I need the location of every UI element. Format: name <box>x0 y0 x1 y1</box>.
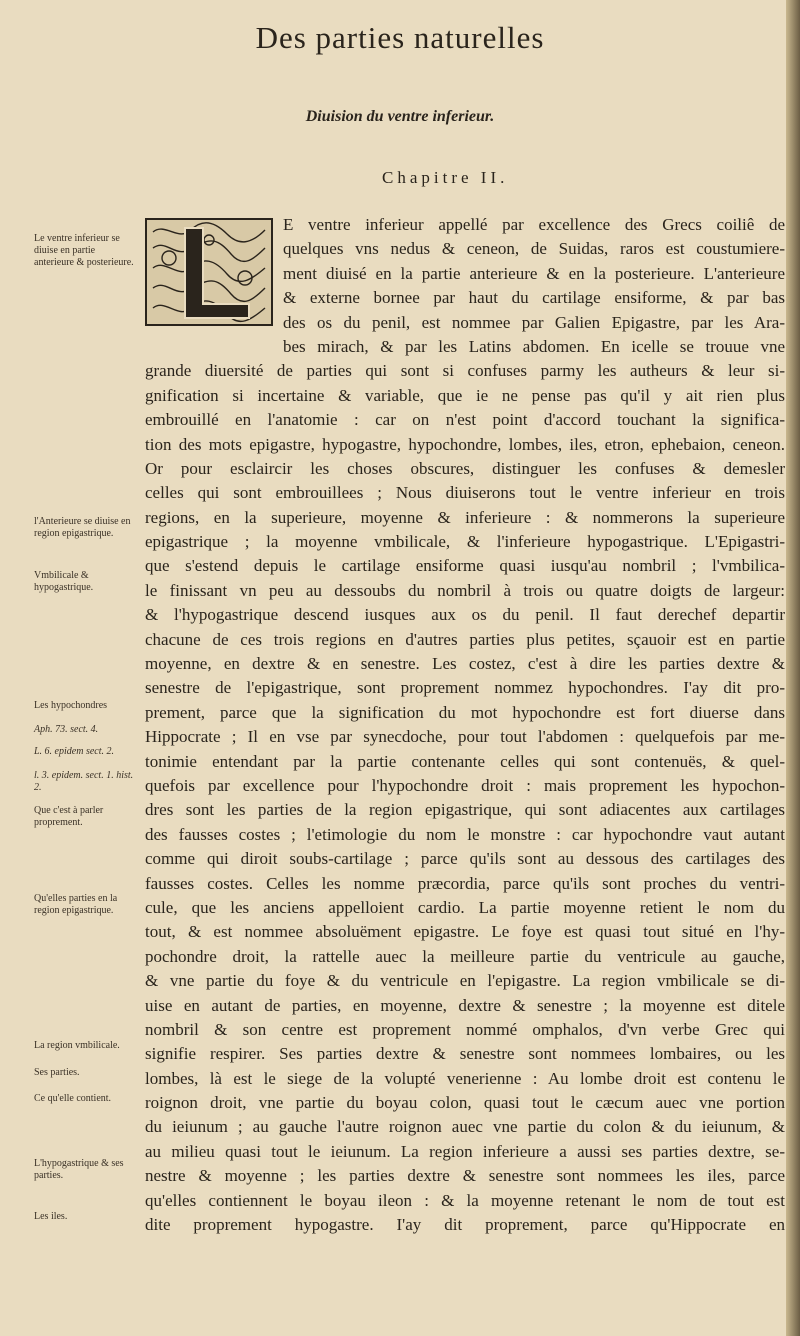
margin-note: l'Anterieure se diuise en region epigastrique. <box>34 516 131 539</box>
text-line: tout, & est nommee absoluëment epigastre. Le foye est quasi tout situé en l'hy- <box>145 922 785 942</box>
margin-note: l. 3. epidem. sect. 1. hist. 2. <box>34 770 134 793</box>
text-line: cule, que les anciens appelloient cardio. La partie moyenne retient le nom du <box>145 897 785 917</box>
division-title: Diuision du ventre inferieur. <box>305 108 495 125</box>
text-line: celles qui sont embrouillees ; Nous diuiserons tout le ventre inferieur en trois <box>145 483 785 503</box>
text-line: pochondre droit, la rattelle auec la meilleure partie du ventricule au gauche, <box>145 946 785 966</box>
text-line: Or pour esclaircir les choses obscures, distinguer les confuses & demesler <box>145 458 785 478</box>
margin-note: Les hypochondres <box>34 700 108 711</box>
text-line: comme qui diroit soubs-cartilage ; parce qu'ils sont au dessous des cartilages des <box>145 849 785 869</box>
chapter-heading: Chapitre II. <box>382 168 509 187</box>
text-line: chacune de ces trois regions en d'autres parties plus petites, sçauoir est en partie <box>145 629 785 649</box>
margin-note: Ce qu'elle contient. <box>34 1093 112 1104</box>
text-line: des os du penil, est nommee par Galien Epigastre, par les Ara- <box>283 312 785 332</box>
margin-note: La region vmbilicale. <box>34 1040 120 1051</box>
margin-note: Ses parties. <box>34 1067 80 1078</box>
text-line: signifie respirer. Ses parties dextre & senestre sont nommees lombaires, ou les <box>145 1044 785 1064</box>
text-line: prement, parce que la signification du mot hypochondre est fort diuerse dans <box>145 702 785 722</box>
text-line: regions, en la superieure, moyenne & inferieure : & nommerons la superieure <box>145 507 785 527</box>
text-line: tonimie entendant par la partie contenante celles qui sont contenuës, & quel- <box>145 751 785 771</box>
body-text <box>145 213 785 1237</box>
text-line: quelques vns nedus & ceneon, de Suidas, raros est coustumiere- <box>283 239 785 259</box>
margin-note: L'hypogastrique & ses parties. <box>34 1158 124 1181</box>
margin-note: Que c'est à parler proprement. <box>34 805 104 828</box>
text-line: tion des mots epigastre, hypogastre, hypochondre, lombes, iles, etron, ephebaion, ceneon. <box>145 434 785 454</box>
text-line: & vne partie du foye & du ventricule en l'epigastre. La region vmbilicale se di- <box>145 971 785 991</box>
text-line: grande diuersité de parties qui sont si confuses parmy les autheurs & leur si- <box>145 361 785 381</box>
text-line: Hippocrate ; Il en vse par synecdoche, pour tout l'abdomen : quelquefois par me- <box>145 727 785 747</box>
text-line: dite proprement hypogastre. I'ay dit proprement, parce qu'Hippocrate en <box>145 1215 785 1235</box>
text-line: qu'elles contiennent le boyau ileon : & la moyenne retenant le nom de tout est <box>145 1190 785 1210</box>
margin-note: L. 6. epidem sect. 2. <box>34 746 114 757</box>
text-line: que s'estend depuis le cartilage ensiforme quasi iusqu'au nombril ; l'vmbilica- <box>145 556 785 576</box>
margin-note: Aph. 73. sect. 4. <box>34 724 99 735</box>
text-line: embrouillé en l'anatomie : car on n'est point d'accord touchant la significa- <box>145 410 785 430</box>
margin-note: Le ventre inferieur se diuise en partie anterieure & posterieure. <box>34 233 134 268</box>
text-line: nombril & son centre est proprement nommé omphalos, d'vn verbe Grec qui <box>145 1019 785 1039</box>
text-line: senestre de l'epigastrique, sont proprement nommez hypochondres. I'ay dit pro- <box>145 678 785 698</box>
text-line: gnification si incertaine & variable, que ie ne pense pas qu'il y ait rien plus <box>145 385 785 405</box>
text-line: & l'hypogastrique descend iusques aux os du penil. Il faut derechef departir <box>145 605 785 625</box>
text-line: nestre & moyenne ; les parties dextre & senestre sont nommees les iles, parce <box>145 1166 785 1186</box>
text-line: epigastrique ; la moyenne vmbilicale, & l'inferieure hypogastrique. L'Epigastri- <box>145 532 785 552</box>
text-line: E ventre inferieur appellé par excellence des Grecs coiliê de <box>283 215 785 234</box>
text-line: ment diuisé en la partie anterieure & en la posterieure. L'anterieure <box>283 263 785 283</box>
margin-notes <box>0 0 135 1336</box>
text-line: quefois par excellence pour l'hypochondre droit : mais proprement les hypochon- <box>145 775 785 795</box>
text-line: moyenne, en dextre & en senestre. Les costez, c'est à dire les parties dextre & <box>145 654 785 674</box>
text-line: au milieu quasi tout le ieiunum. La region inferieure a aussi ses parties dextre, se- <box>145 1141 785 1161</box>
text-line: des fausses costes ; l'etimologie du nom le monstre : car hypochondre vaut autant <box>145 824 785 844</box>
text-line: uise en autant de parties, en moyenne, dextre & senestre ; la moyenne est ditele <box>145 995 785 1015</box>
text-line: du ieiunum ; au gauche l'autre roignon auec vne partie du colon & du ieiunum, & <box>145 1117 785 1137</box>
text-line: le finissant vn peu au dessoubs du nombril à trois ou quatre doigts de largeur: <box>145 580 785 600</box>
text-line: fausses costes. Celles les nomme præcordia, parce qu'ils sont proches du ventri- <box>145 873 785 893</box>
page-edge <box>786 0 800 1336</box>
margin-note: Qu'elles parties en la region epigastrique. <box>34 893 118 916</box>
text-line: lombes, là est le siege de la volupté venerienne : Au lombe droit est contenu le <box>145 1068 785 1088</box>
text-line: roignon droit, vne partie du boyau colon, quasi tout le cæcum auec vne portion <box>145 1093 785 1113</box>
margin-note: Vmbilicale & hypogastrique. <box>34 570 94 593</box>
margin-note: Les iles. <box>34 1211 68 1222</box>
text-line: bes mirach, & par les Latins abdomen. En icelle se trouue vne <box>283 336 785 356</box>
text-line: dres sont les parties de la region epigastrique, qui sont adiacentes aux cartilages <box>145 800 785 820</box>
text-line: & externe bornee par haut du cartilage ensiforme, & par bas <box>283 288 785 308</box>
running-title: Des parties naturelles <box>255 20 545 55</box>
